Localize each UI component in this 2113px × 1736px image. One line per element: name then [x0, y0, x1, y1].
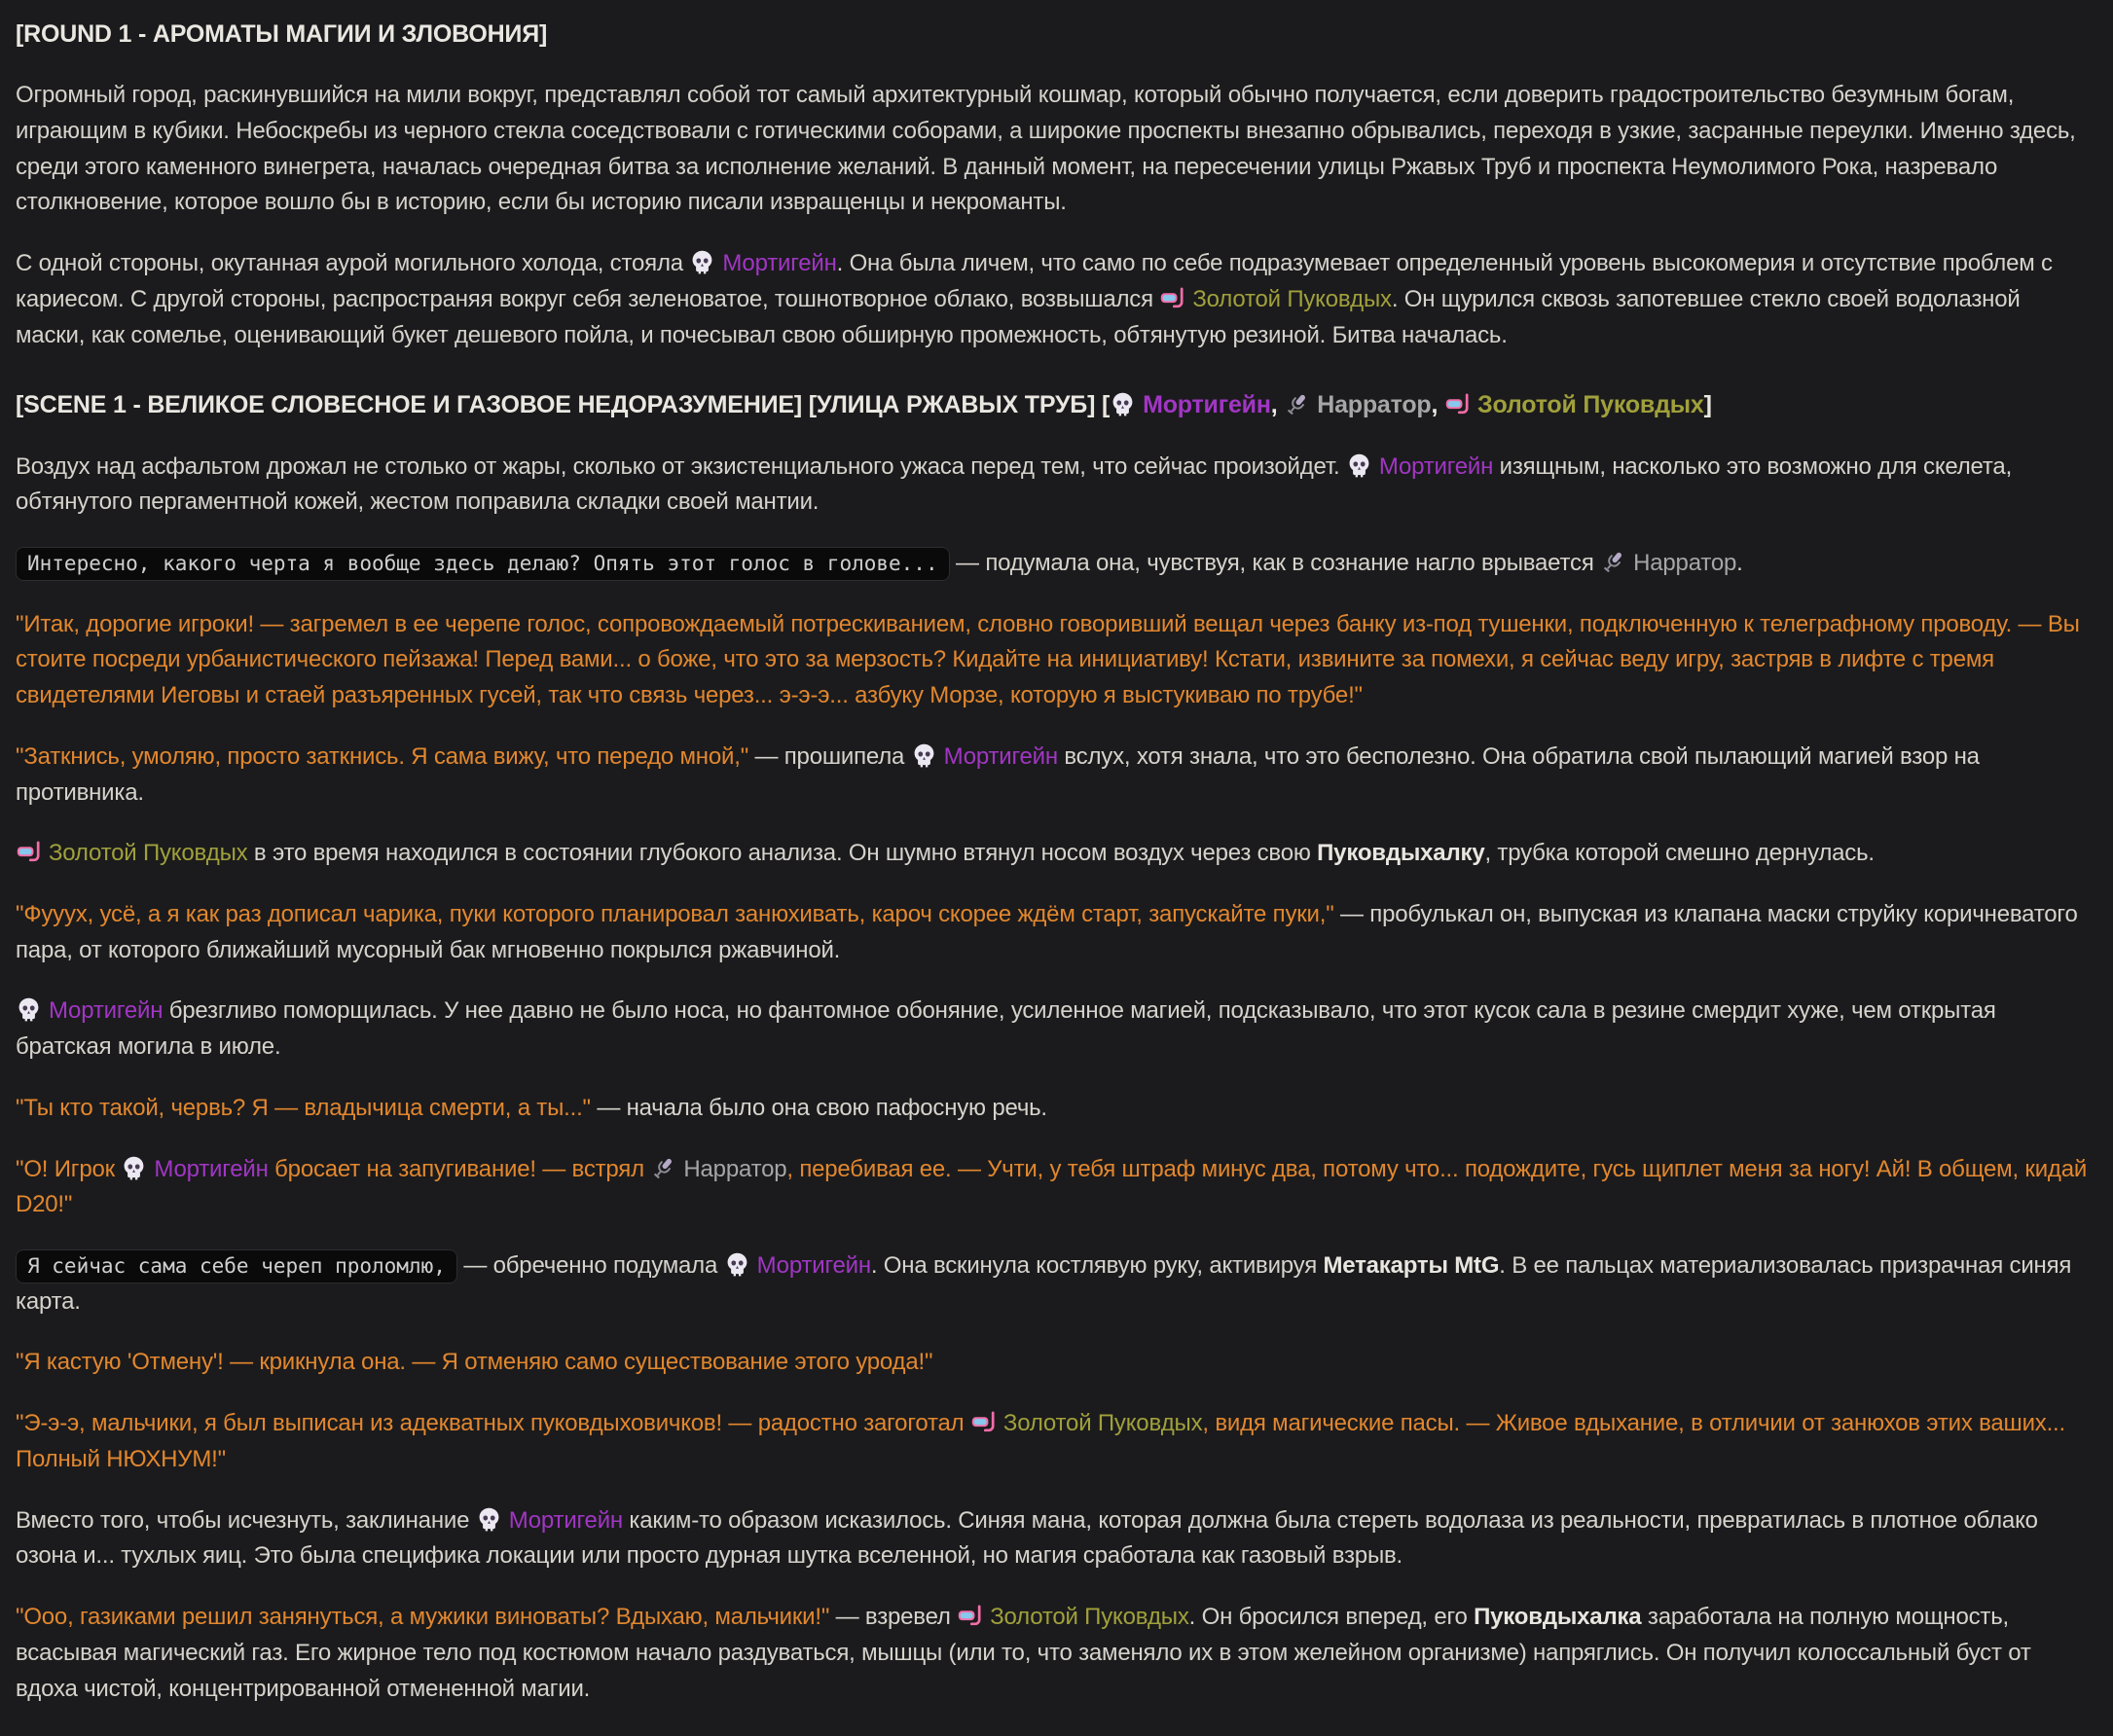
character-name-narrator: Нарратор [1600, 550, 1736, 576]
character-name-mortigane: Мортигейн [1110, 391, 1271, 418]
story-paragraph [16, 1345, 2090, 1381]
text-run: , видя магические пасы. — Живое вдыхание, в отличии от занюхов этих ваших... Полный НЮХНУМ!" [16, 1410, 2065, 1472]
story-log [16, 16, 2090, 1707]
text-run: Огромный город, раскинувшийся на мили вокруг, представлял собой тот самый архитектурный кошмар, который обычно получается, если доверить градостроительство безумным богам, играющим в кубики. Небоскребы из черного стекла соседствовали с готическими соборами, а широкие проспекты внезапно обрывались, переходя в узкие, засранные переулки. Именно здесь, среди этого каменного винегрета, началась очередная битва за исполнение желаний. В данный момент, на пересечении улицы Ржавых Труб и проспекта Неумолимого Рока, назревало столкновение, которое вошло бы в историю, если бы историю писали извращенцы и некроманты. [16, 82, 2076, 216]
character-name-pukovdykh: Золотой Пуковдых [970, 1410, 1202, 1436]
text-run: , перебивая ее. — Учти, у тебя штраф минус два, потому что... подождите, гусь щиплет меня за ногу! Ай! В общем, кидай D20!" [16, 1155, 2088, 1218]
text-run: . Она была личем, что само по себе подразумевает определенный уровень высокомерия и отсутствие проблем с кариесом. С другой стороны, распространяя вокруг себя зеленоватое, тошнотворное облако, возвышался [16, 250, 2053, 312]
text-run: каким-то образом исказилось. Синяя мана, которая должна была стереть водолаза из реальности, превратилась в плотное облако озона и... тухлых яиц. Это была специфика локации или просто дурная шутка вселенной, но магия сработала как газовый взрыв. [16, 1506, 2038, 1570]
story-paragraph [16, 1152, 2090, 1223]
section-heading [16, 16, 2090, 53]
text-run: "Ты кто такой, червь? Я — владычица смерти, а ты..." [16, 1094, 591, 1121]
diving-mask-icon [16, 839, 42, 865]
skull-icon [911, 742, 937, 769]
text-run: . Он щурился сквозь запотевшее стекло своей водолазной маски, как сомелье, оценивающий букет дешевого пойла, и почесывал свою обширную промежность, обтянутую резиной. Битва началась. [16, 285, 2021, 348]
character-name-mortigane: Мортигейн [689, 250, 836, 276]
text-run: "Итак, дорогие игроки! — загремел в ее черепе голос, сопровождаемый потрескиванием, словно говоривший вещал через банку из-под тушенки, подключенную к телеграфному проводу. — Вы стоите посреди урбанистического пейзажа! Перед вами... о боже, что это за мерзость? Кидайте на инициативу! Кстати, извините за помехи, я сейчас веду игру, застряв в лифте с тремя свидетелями Иеговы и стаей разъяренных гусей, так что связь через... э-э-э... азбуку Морзе, которую я выстукиваю по трубе!" [16, 610, 2080, 709]
item-name: Пуковдыхалку [1317, 840, 1485, 867]
text-run: , [1270, 391, 1285, 419]
item-name: Пуковдыхалка [1474, 1604, 1642, 1631]
character-name-pukovdykh: Золотой Пуковдых [16, 840, 247, 866]
item-name: Метакарты MtG [1323, 1252, 1500, 1280]
text-run: . Она вскинула костлявую руку, активируя [870, 1252, 1324, 1280]
skull-icon [724, 1251, 750, 1278]
text-run: — прошипела [748, 742, 911, 770]
story-content [16, 16, 2090, 1707]
diving-mask-icon [1444, 391, 1471, 417]
section-heading [16, 386, 2090, 423]
text-run: заработала на полную мощность, всасывая магический газ. Его жирное тело под костюмом начало раздуваться, мышцы (или то, что заменяло их в этом желейном организме) напряглись. Он получил колоссальный буст от вдоха чистой, концентрированной отмененной магии. [16, 1604, 2031, 1702]
character-name-mortigane: Мортигейн [121, 1156, 268, 1182]
text-run: "Ооо, газиками решил занянуться, а мужики виноваты? Вдыхаю, мальчики!" [16, 1604, 830, 1631]
diving-mask-icon [957, 1603, 983, 1629]
character-name-narrator: Нарратор [650, 1156, 786, 1182]
story-paragraph [16, 246, 2090, 353]
character-name-mortigane: Мортигейн [911, 743, 1058, 770]
microphone-icon [1600, 549, 1626, 575]
inner-thought: Я сейчас сама себе череп проломлю, [16, 1249, 457, 1284]
microphone-icon [650, 1155, 676, 1181]
story-paragraph [16, 546, 2090, 582]
character-name-pukovdykh: Золотой Пуковдых [957, 1604, 1188, 1630]
story-paragraph [16, 1248, 2090, 1320]
story-paragraph [16, 1091, 2090, 1127]
skull-icon [1110, 391, 1136, 417]
round-title: [ROUND 1 - АРОМАТЫ МАГИИ И ЗЛОВОНИЯ] [16, 20, 548, 48]
character-name-pukovdykh: Золотой Пуковдых [1159, 286, 1391, 312]
text-run: — взревел [829, 1604, 958, 1631]
text-run: бросает на запугивание! — встрял [268, 1155, 651, 1182]
inner-thought: Интересно, какого черта я вообще здесь делаю? Опять этот голос в голове... [16, 547, 950, 581]
text-run: изящным, насколько это возможно для скелета, обтянутого пергаментной кожей, жестом поправила складки своей мантии. [16, 452, 2013, 516]
text-run: Вместо того, чтобы исчезнуть, заклинание [16, 1506, 476, 1534]
text-run: . В ее пальцах материализовалась призрачная синяя карта. [16, 1252, 2072, 1315]
text-run: в это время находился в состоянии глубокого анализа. Он шумно втянул носом воздух через свою [247, 840, 1318, 867]
text-run: вслух, хотя знала, что это бесполезно. Она обратила свой пылающий магией взор на противника. [16, 742, 1980, 806]
story-paragraph [16, 78, 2090, 221]
character-name-narrator: Нарратор [1284, 391, 1431, 418]
text-run: "Я кастую 'Отмену'! — крикнула она. — Я отменяю само существование этого урода!" [16, 1349, 933, 1376]
text-run: , трубка которой смешно дернулась. [1484, 840, 1875, 867]
story-paragraph [16, 1600, 2090, 1707]
character-name-mortigane: Мортигейн [1346, 453, 1493, 480]
character-name-mortigane: Мортигейн [476, 1507, 623, 1534]
skull-icon [1346, 452, 1372, 479]
skull-icon [16, 996, 42, 1023]
text-run: ] [1703, 391, 1712, 419]
text-run: "Фууух, усё, а я как раз дописал чарика, пуки которого планировал занюхивать, кароч скорее ждём старт, запускайте пуки," [16, 901, 1334, 927]
story-paragraph [16, 1503, 2090, 1574]
story-paragraph [16, 740, 2090, 811]
text-run: , [1431, 391, 1444, 419]
text-run: . Он бросился вперед, его [1188, 1604, 1475, 1631]
text-run: "Э-э-э, мальчики, я был выписан из адекватных пуковдыховичков! — радостно загоготал [16, 1410, 970, 1437]
microphone-icon [1284, 391, 1310, 417]
text-run: — пробулькал он, выпуская из клапана маски струйку коричневатого пара, от которого ближайший мусорный бак мгновенно покрылся ржавчиной. [16, 901, 2078, 963]
text-run: — подумала она, чувствуя, как в сознание нагло врывается [949, 549, 1601, 576]
story-paragraph [16, 1406, 2090, 1477]
text-run: брезгливо поморщилась. У нее давно не было носа, но фантомное обоняние, усиленное магией, подсказывало, что этот кусок сала в резине смердит хуже, чем открытая братская могила в июле. [16, 997, 1996, 1061]
text-run: Воздух над асфальтом дрожал не столько от жары, сколько от экзистенциального ужаса перед тем, что сейчас произойдет. [16, 452, 1346, 480]
story-paragraph [16, 897, 2090, 968]
character-name-pukovdykh: Золотой Пуковдых [1444, 391, 1704, 418]
story-paragraph [16, 450, 2090, 521]
diving-mask-icon [1159, 285, 1185, 311]
skull-icon [689, 249, 715, 275]
scene-title: [SCENE 1 - ВЕЛИКОЕ СЛОВЕСНОЕ И ГАЗОВОЕ НЕДОРАЗУМЕНИЕ] [УЛИЦА РЖАВЫХ ТРУБ] [ [16, 391, 1111, 419]
text-run: . [1736, 549, 1743, 576]
story-paragraph [16, 836, 2090, 872]
skull-icon [121, 1155, 147, 1181]
text-run: "О! Игрок [16, 1155, 122, 1182]
skull-icon [476, 1506, 502, 1533]
story-paragraph [16, 607, 2090, 714]
text-run: — обреченно подумала [456, 1252, 724, 1280]
diving-mask-icon [970, 1409, 997, 1435]
text-run: С одной стороны, окутанная аурой могильного холода, стояла [16, 250, 690, 277]
text-run: "Заткнись, умоляю, просто заткнись. Я сама вижу, что передо мной," [16, 742, 749, 770]
character-name-mortigane: Мортигейн [724, 1252, 871, 1279]
story-paragraph [16, 994, 2090, 1065]
character-name-mortigane: Мортигейн [16, 997, 163, 1024]
text-run: — начала было она свою пафосную речь. [590, 1094, 1047, 1121]
